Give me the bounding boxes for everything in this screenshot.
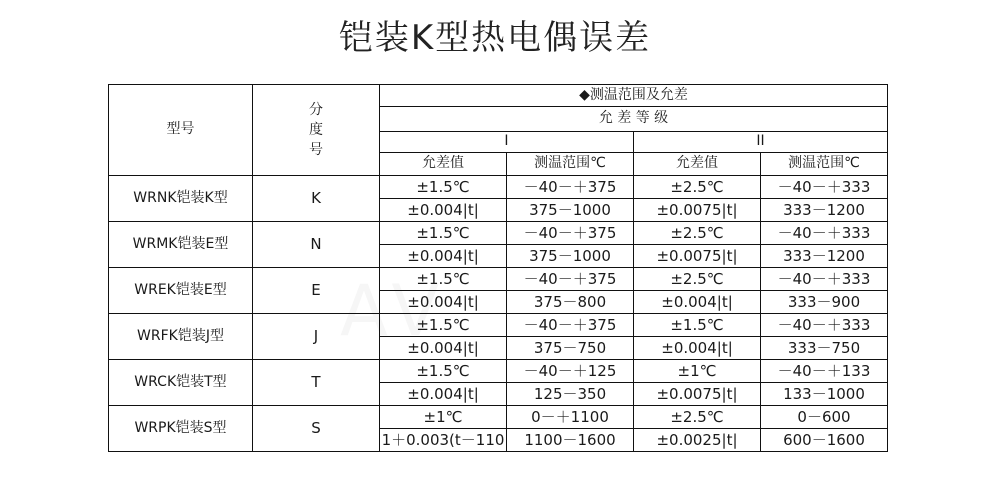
tolerance-2-cell: ±2.5℃ bbox=[634, 268, 761, 291]
range-2-cell: －40－＋333 bbox=[761, 176, 888, 199]
range-2-cell: 333－1200 bbox=[761, 199, 888, 222]
range-2-cell: 333－750 bbox=[761, 337, 888, 360]
table-row bbox=[109, 222, 888, 245]
model-header: 型号 bbox=[109, 85, 253, 176]
tolerance-2-cell: ±0.0075|t| bbox=[634, 245, 761, 268]
graduation-char-3: 号 bbox=[309, 142, 323, 158]
tolerance-grade-header: 允 差 等 级 bbox=[380, 107, 888, 132]
range-2-cell: 0－600 bbox=[761, 406, 888, 429]
tolerance-2-cell: ±0.0025|t| bbox=[634, 429, 761, 452]
table-row bbox=[109, 314, 888, 337]
table-row bbox=[109, 176, 888, 199]
range-2-cell: －40－＋333 bbox=[761, 268, 888, 291]
range-1-cell: 375－1000 bbox=[507, 199, 634, 222]
tolerance-2-cell: ±1.5℃ bbox=[634, 314, 761, 337]
tolerance-1-cell: ±0.004|t| bbox=[380, 291, 507, 314]
table-row bbox=[109, 360, 888, 383]
tolerance-2-header: 允差值 bbox=[634, 153, 761, 176]
tolerance-table bbox=[108, 84, 888, 452]
model-cell: WRNK铠装K型 bbox=[109, 176, 253, 222]
tolerance-1-cell: ±0.004|t| bbox=[380, 337, 507, 360]
model-cell: WRPK铠装S型 bbox=[109, 406, 253, 452]
tolerance-1-cell: ±1.5℃ bbox=[380, 222, 507, 245]
tolerance-2-cell: ±0.004|t| bbox=[634, 291, 761, 314]
range-1-cell: 375－800 bbox=[507, 291, 634, 314]
model-cell: WRMK铠装E型 bbox=[109, 222, 253, 268]
range-1-cell: －40－＋375 bbox=[507, 268, 634, 291]
graduation-code-cell: J bbox=[253, 314, 380, 360]
tolerance-1-cell: ±0.004|t| bbox=[380, 383, 507, 406]
range-1-cell: 375－1000 bbox=[507, 245, 634, 268]
range-2-cell: －40－＋333 bbox=[761, 314, 888, 337]
graduation-header bbox=[253, 85, 380, 176]
graduation-char-1: 分 bbox=[309, 102, 323, 118]
tolerance-1-cell: ±1℃ bbox=[380, 406, 507, 429]
graduation-code-cell: K bbox=[253, 176, 380, 222]
graduation-code-cell: S bbox=[253, 406, 380, 452]
page-title: 铠装K型热电偶误差 bbox=[338, 18, 652, 58]
range-1-cell: －40－＋375 bbox=[507, 176, 634, 199]
class-1-header: I bbox=[380, 132, 634, 153]
range-1-cell: －40－＋375 bbox=[507, 222, 634, 245]
model-cell: WREK铠装E型 bbox=[109, 268, 253, 314]
table-row bbox=[109, 406, 888, 429]
tolerance-1-cell: ±1.5℃ bbox=[380, 176, 507, 199]
range-2-cell: 600－1600 bbox=[761, 429, 888, 452]
range-1-cell: 375－750 bbox=[507, 337, 634, 360]
tolerance-2-cell: ±0.0075|t| bbox=[634, 199, 761, 222]
range-1-cell: 1100－1600 bbox=[507, 429, 634, 452]
tolerance-2-cell: ±2.5℃ bbox=[634, 176, 761, 199]
tolerance-1-cell: 1＋0.003(t－110 bbox=[380, 429, 507, 452]
range-tolerance-header: ◆测温范围及允差 bbox=[380, 85, 888, 107]
tolerance-2-cell: ±2.5℃ bbox=[634, 406, 761, 429]
range-1-cell: －40－＋375 bbox=[507, 314, 634, 337]
tolerance-2-cell: ±0.0075|t| bbox=[634, 383, 761, 406]
graduation-char-2: 度 bbox=[309, 122, 323, 138]
tolerance-1-cell: ±0.004|t| bbox=[380, 199, 507, 222]
range-1-cell: 125－350 bbox=[507, 383, 634, 406]
graduation-code-cell: T bbox=[253, 360, 380, 406]
tolerance-1-cell: ±1.5℃ bbox=[380, 314, 507, 337]
graduation-code-cell: E bbox=[253, 268, 380, 314]
range-1-cell: 0－＋1100 bbox=[507, 406, 634, 429]
range-2-cell: 333－1200 bbox=[761, 245, 888, 268]
range-2-cell: －40－＋133 bbox=[761, 360, 888, 383]
graduation-code-cell: N bbox=[253, 222, 380, 268]
range-1-cell: －40－＋125 bbox=[507, 360, 634, 383]
tolerance-1-cell: ±1.5℃ bbox=[380, 268, 507, 291]
tolerance-1-cell: ±1.5℃ bbox=[380, 360, 507, 383]
tolerance-2-cell: ±1℃ bbox=[634, 360, 761, 383]
tolerance-2-cell: ±0.004|t| bbox=[634, 337, 761, 360]
model-cell: WRCK铠装T型 bbox=[109, 360, 253, 406]
class-2-header: II bbox=[634, 132, 888, 153]
table-row bbox=[109, 268, 888, 291]
range-1-header: 测温范围℃ bbox=[507, 153, 634, 176]
tolerance-1-header: 允差值 bbox=[380, 153, 507, 176]
model-cell: WRFK铠装J型 bbox=[109, 314, 253, 360]
tolerance-2-cell: ±2.5℃ bbox=[634, 222, 761, 245]
tolerance-1-cell: ±0.004|t| bbox=[380, 245, 507, 268]
range-2-header: 测温范围℃ bbox=[761, 153, 888, 176]
range-2-cell: 333－900 bbox=[761, 291, 888, 314]
range-2-cell: －40－＋333 bbox=[761, 222, 888, 245]
range-2-cell: 133－1000 bbox=[761, 383, 888, 406]
